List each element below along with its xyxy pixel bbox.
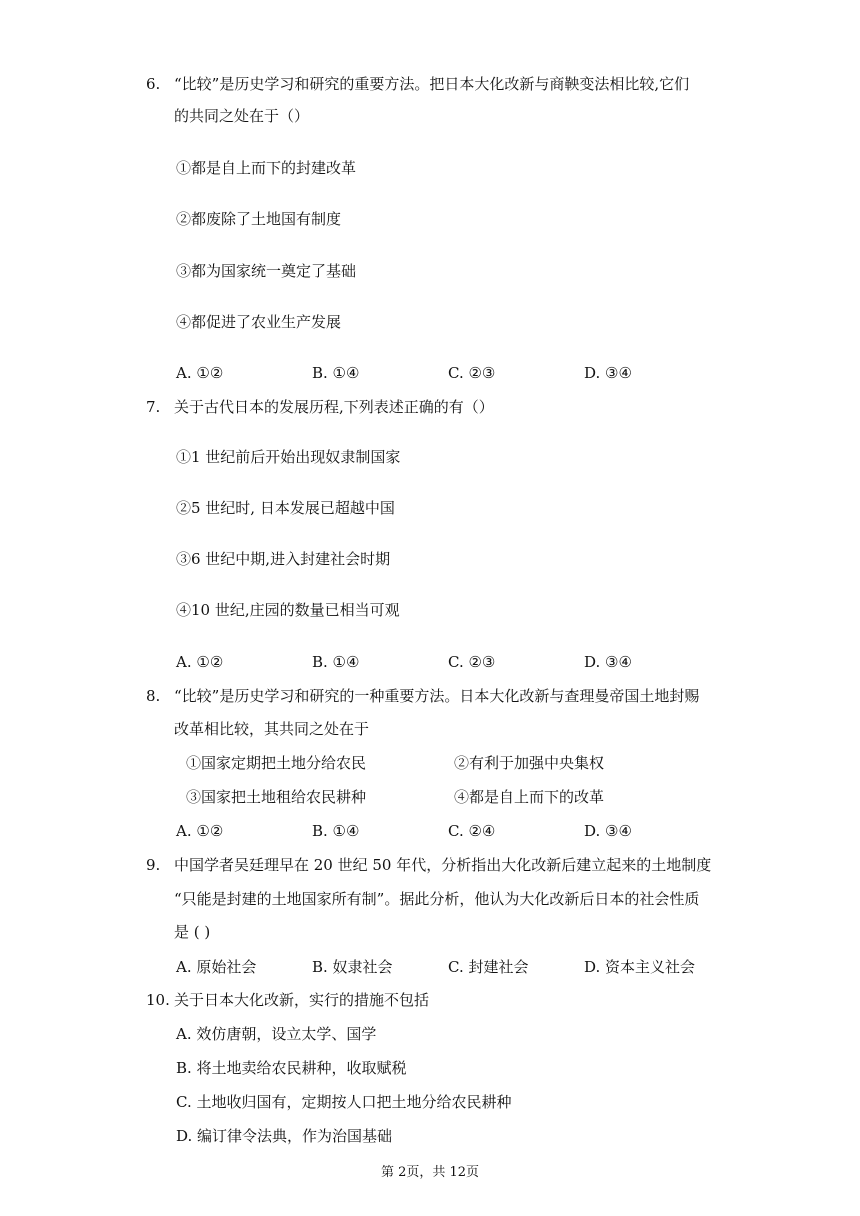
question-stem-line: “比较”是历史学习和研究的一种重要方法。日本大化改新与查理曼帝国土地封赐 [174,687,700,705]
answer-option-b: B. ①④ [312,653,360,671]
question-number: 8. [146,687,161,705]
answer-option-a: A. 原始社会 [176,958,257,976]
question-stem-line: 关于日本大化改新，实行的措施不包括 [174,991,430,1009]
answer-option-d: D. ③④ [584,822,632,840]
question-number: 6. [146,75,161,93]
question-stem-line: 的共同之处在于（） [174,107,310,125]
statement-item: ③都为国家统一奠定了基础 [176,262,357,280]
answer-option-a: A. ①② [176,653,224,671]
statement-item: ①国家定期把土地分给农民 [186,754,367,772]
answer-option-b: B. 将土地卖给农民耕种，收取赋税 [176,1059,407,1077]
statement-item: ②5 世纪时, 日本发展已超越中国 [176,499,395,517]
answer-option-c: C. 土地收归国有，定期按人口把土地分给农民耕种 [176,1093,512,1111]
answer-option-b: B. 奴隶社会 [312,958,393,976]
question-stem-line: “只能是封建的土地国家所有制”。据此分析，他认为大化改新后日本的社会性质 [174,890,700,908]
answer-option-d: D. ③④ [584,364,632,382]
answer-option-b: B. ①④ [312,822,360,840]
question-stem-line: “比较”是历史学习和研究的重要方法。把日本大化改新与商鞅变法相比较,它们 [174,75,690,93]
question-stem-line: 是 ( ) [174,923,211,941]
answer-option-d: D. 编订律令法典，作为治国基础 [176,1127,393,1145]
answer-option-b: B. ①④ [312,364,360,382]
question-number: 9. [146,856,161,874]
question-number: 10. [146,991,170,1009]
statement-item: ④10 世纪,庄园的数量已相当可观 [176,601,400,619]
statement-item: ③国家把土地租给农民耕种 [186,788,367,806]
answer-option-c: C. ②③ [448,364,496,382]
answer-option-a: A. ①② [176,364,224,382]
answer-option-c: C. 封建社会 [448,958,529,976]
statement-item: ③6 世纪中期,进入封建社会时期 [176,550,391,568]
question-stem-line: 中国学者吴廷理早在 20 世纪 50 年代，分析指出大化改新后建立起来的土地制度 [174,856,712,874]
question-stem-line: 关于古代日本的发展历程,下列表述正确的有（） [174,398,494,416]
statement-item: ①1 世纪前后开始出现奴隶制国家 [176,448,401,466]
page-footer: 第 2页，共 12页 [380,1165,480,1180]
statement-item: ②都废除了土地国有制度 [176,210,342,228]
question-number: 7. [146,398,161,416]
statement-item: ①都是自上而下的封建改革 [176,159,357,177]
question-stem-line: 改革相比较，其共同之处在于 [174,720,370,738]
answer-option-d: D. ③④ [584,653,632,671]
statement-item: ④都是自上而下的改革 [454,788,605,806]
statement-item: ④都促进了农业生产发展 [176,313,342,331]
statement-item: ②有利于加强中央集权 [454,754,605,772]
answer-option-a: A. ①② [176,822,224,840]
answer-option-c: C. ②④ [448,822,496,840]
answer-option-d: D. 资本主义社会 [584,958,696,976]
answer-option-c: C. ②③ [448,653,496,671]
answer-option-a: A. 效仿唐朝，设立太学、国学 [176,1025,377,1043]
